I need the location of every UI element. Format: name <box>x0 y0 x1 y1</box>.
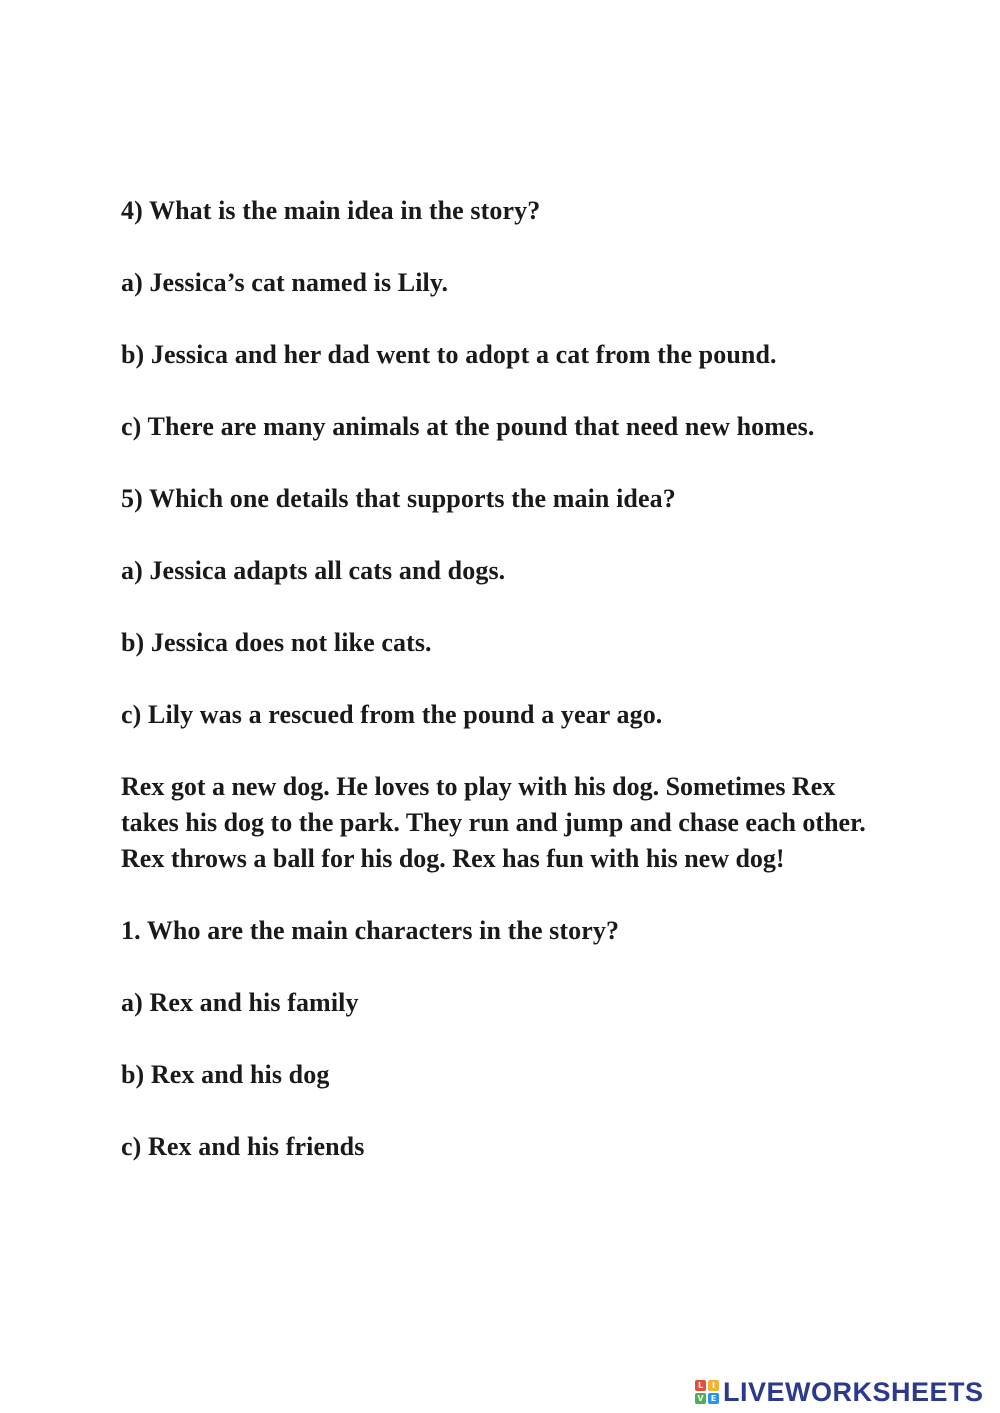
liveworksheets-logo <box>695 1372 984 1412</box>
logo-cell-l: L <box>695 1380 706 1391</box>
question-1-option-a: a) Rex and his family <box>121 988 359 1017</box>
question-5-option-a: a) Jessica adapts all cats and dogs. <box>121 556 506 585</box>
logo-cell-v: V <box>695 1393 706 1404</box>
question-1: 1. Who are the main characters in the story? <box>121 916 620 945</box>
story-passage: Rex got a new dog. He loves to play with his dog. Sometimes Rex takes his dog to the park. They run and jump and chase each other. Rex throws a ball for his dog. Rex has fun with his new dog! <box>121 772 866 873</box>
logo-text: LIVEWORKSHEETS <box>723 1376 984 1407</box>
question-1-options <box>121 985 891 1165</box>
question-4: 4) What is the main idea in the story? <box>121 196 541 225</box>
question-5-option-c: c) Lily was a rescued from the pound a year ago. <box>121 700 663 729</box>
question-5-options <box>121 553 891 733</box>
question-4-options <box>121 265 891 445</box>
question-4-option-c: c) There are many animals at the pound that need new homes. <box>121 412 815 441</box>
logo-cell-i: I <box>708 1380 719 1391</box>
question-5: 5) Which one details that supports the main idea? <box>121 484 676 513</box>
question-5-option-b: b) Jessica does not like cats. <box>121 628 432 657</box>
logo-mark-icon <box>695 1380 719 1404</box>
question-1-option-c: c) Rex and his friends <box>121 1132 365 1161</box>
question-1-option-b: b) Rex and his dog <box>121 1060 330 1089</box>
logo-cell-e: E <box>708 1393 719 1404</box>
question-4-option-b: b) Jessica and her dad went to adopt a cat from the pound. <box>121 340 777 369</box>
question-4-option-a: a) Jessica’s cat named is Lily. <box>121 268 449 297</box>
worksheet-body <box>121 193 891 1201</box>
